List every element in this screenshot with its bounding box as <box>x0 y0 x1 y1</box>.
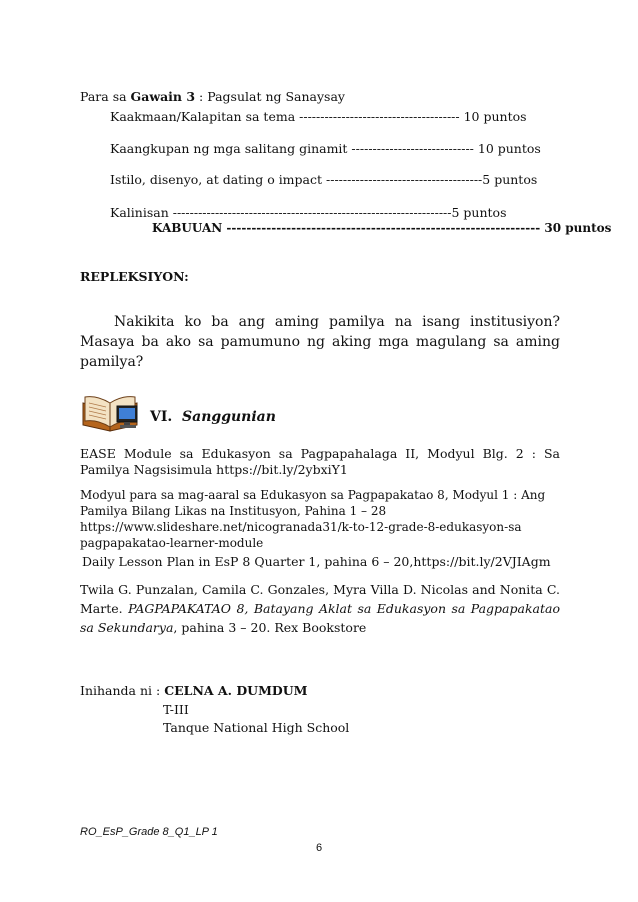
footer-code: RO_EsP_Grade 8_Q1_LP 1 <box>80 826 218 838</box>
preparer-position: T-III <box>163 702 189 717</box>
rubric-intro: Para sa Gawain 3 : Pagsulat ng Sanaysay <box>80 89 345 104</box>
preparer-school: Tanque National High School <box>163 720 350 735</box>
reference-item: Modyul para sa mag-aaral sa Edukasyon sa Pagpapakatao 8, Modyul 1 : Ang Pamilya Bilang Likas na Institusyon, Pahina 1 – 28 https://www.slideshare.net/nicogranada31/k-to-12-grade-8-edukasyon-sa pagpapakatao-learner-module <box>80 488 546 550</box>
references-heading: VI. Sanggunian <box>150 409 276 425</box>
reference-item: Twila G. Punzalan, Camila C. Gonzales, Myra Villa D. Nicolas and Nonita C. Marte. PAGPAPAKATAO 8, Batayang Aklat sa Edukasyon sa Pagpapakatao sa Sekundarya, pahina 3 – 20. Rex Bookstore <box>80 582 560 635</box>
rubric-row: Istilo, disenyo, at dating o impact -------------------------------------5 puntos <box>110 172 538 187</box>
reference-item: EASE Module sa Edukasyon sa Pagpapahalaga II, Modyul Blg. 2 : Sa Pamilya Nagsisimula https://bit.ly/2ybxiY1 <box>80 446 560 477</box>
rubric-row: Kaakmaan/Kalapitan sa tema -------------------------------------- 10 puntos <box>110 109 527 124</box>
rubric-row: Kalinisan ------------------------------------------------------------------5 puntos <box>110 205 507 220</box>
reference-item: Daily Lesson Plan in EsP 8 Quarter 1, pahina 6 – 20,https://bit.ly/2VJIAgm <box>82 554 551 569</box>
reflection-body: Nakikita ko ba ang aming pamilya na isang institusiyon? Masaya ba ako sa pamumuno ng aking mga magulang sa aming pamilya? <box>80 314 560 370</box>
page-number: 6 <box>316 842 323 854</box>
rubric-total: KABUUAN --------------------------------------------------------------- 30 puntos <box>152 221 612 235</box>
prepared-by-line: Inihanda ni : CELNA A. DUMDUM <box>80 683 308 698</box>
book-computer-icon <box>80 389 142 435</box>
rubric-row: Kaangkupan ng mga salitang ginamit ----------------------------- 10 puntos <box>110 141 541 156</box>
reflection-heading: REPLEKSIYON: <box>80 269 189 284</box>
